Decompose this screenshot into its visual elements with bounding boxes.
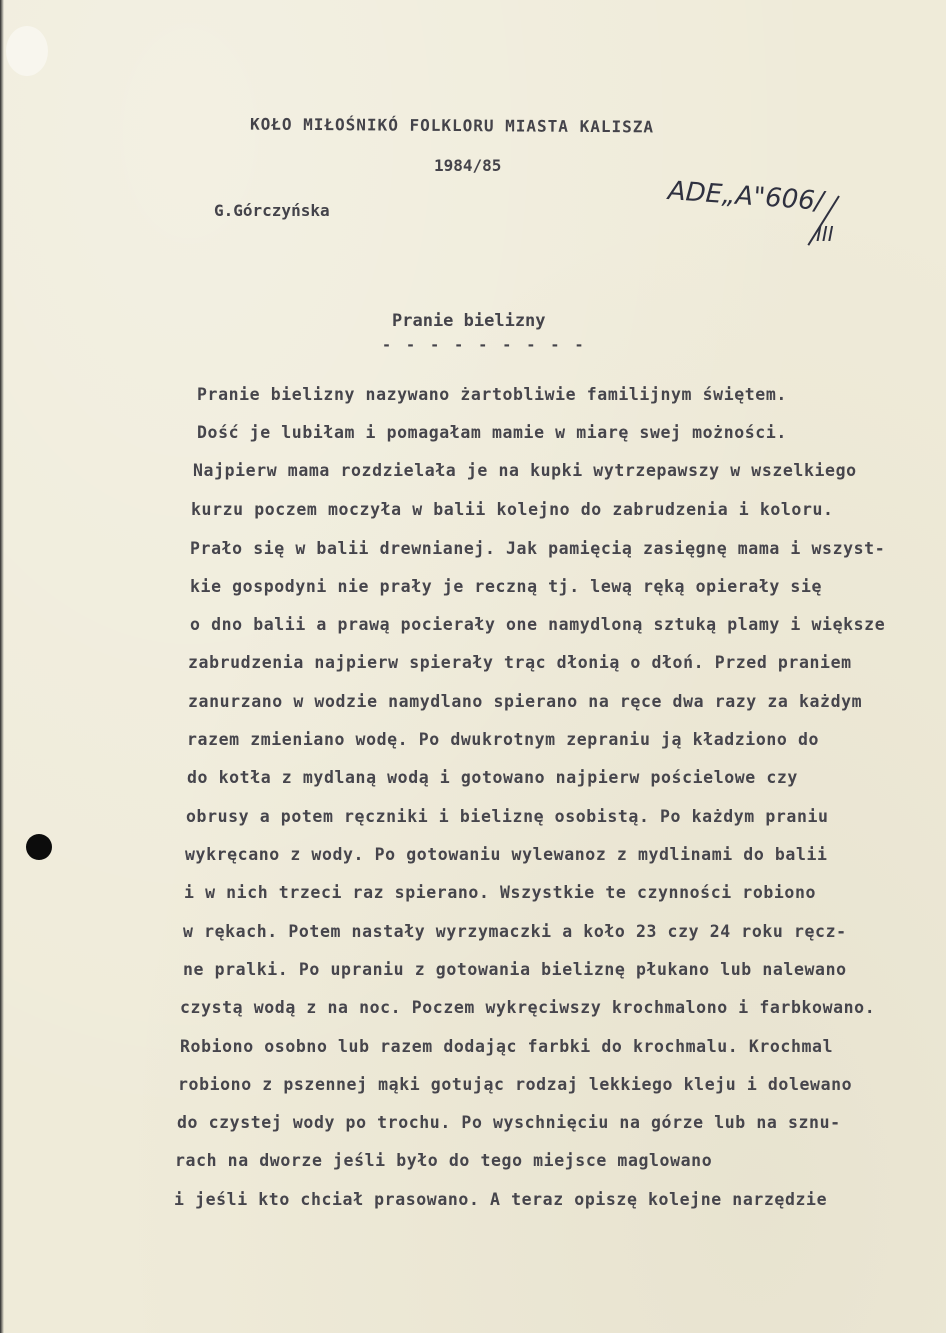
body-line: Pranie bielizny nazywano żartobliwie familijnym świętem. bbox=[197, 385, 787, 404]
body-line: w rękach. Potem nastały wyrzymaczki a koło 23 czy 24 roku ręcz- bbox=[183, 922, 847, 941]
body-line: Robiono osobno lub razem dodając farbki do krochmalu. Krochmal bbox=[180, 1037, 834, 1056]
body-line: zanurzano w wodzie namydlano spierano na ręce dwa razy za każdym bbox=[188, 692, 863, 711]
archive-signature-sub: III bbox=[816, 222, 834, 246]
body-line: obrusy a potem ręczniki i bieliznę osobistą. Po każdym praniu bbox=[186, 807, 829, 826]
title-underline: - - - - - - - - - bbox=[382, 336, 587, 354]
body-line: do czystej wody po trochu. Po wyschnięciu na górze lub na sznu- bbox=[177, 1113, 841, 1132]
body-line: czystą wodą z na noc. Poczem wykręciwszy krochmalono i farbkowano. bbox=[180, 998, 876, 1017]
body-line: i jeśli kto chciał prasowano. A teraz opiszę kolejne narzędzie bbox=[174, 1190, 828, 1209]
body-line: kie gospodyni nie prały je reczną tj. lewą ręką opierały się bbox=[190, 577, 823, 596]
body-line: Najpierw mama rozdzielała je na kupki wytrzepawszy w wszelkiego bbox=[193, 461, 857, 480]
document-title: Pranie bielizny bbox=[392, 311, 546, 331]
body-line: i w nich trzeci raz spierano. Wszystkie te czynności robiono bbox=[184, 883, 817, 902]
body-line: zabrudzenia najpierw spierały trąc dłonią o dłoń. Przed praniem bbox=[188, 653, 852, 672]
body-line: razem zmieniano wodę. Po dwukrotnym zepraniu ją kładziono do bbox=[187, 730, 820, 749]
organization-header: KOŁO MIŁOŚNIKÓ FOLKLORU MIASTA KALISZA bbox=[249, 114, 655, 137]
header-year: 1984/85 bbox=[434, 156, 502, 175]
author-name: G.Górczyńska bbox=[214, 201, 330, 220]
body-line: Prało się w balii drewnianej. Jak pamięcią zasięgnę mama i wszyst- bbox=[190, 539, 886, 558]
body-line: ne pralki. Po upraniu z gotowania bieliznę płukano lub nalewano bbox=[183, 960, 847, 979]
body-line: wykręcano z wody. Po gotowaniu wylewanoz z mydlinami do balii bbox=[185, 845, 828, 864]
body-line: Dość je lubiłam i pomagałam mamie w miarę swej możności. bbox=[197, 423, 787, 442]
body-line: rach na dworze jeśli było do tego miejsce maglowano bbox=[175, 1151, 713, 1170]
body-line: do kotła z mydlaną wodą i gotowano najpierw pościelowe czy bbox=[187, 768, 798, 787]
body-line: o dno balii a prawą pocierały one namydloną sztuką plamy i większe bbox=[190, 615, 886, 634]
body-line: kurzu poczem moczyła w balii kolejno do zabrudzenia i koloru. bbox=[191, 500, 834, 519]
archive-signature: ADE„A"606/ bbox=[666, 176, 825, 217]
body-line: robiono z pszennej mąki gotując rodzaj lekkiego kleju i dolewano bbox=[178, 1075, 853, 1094]
